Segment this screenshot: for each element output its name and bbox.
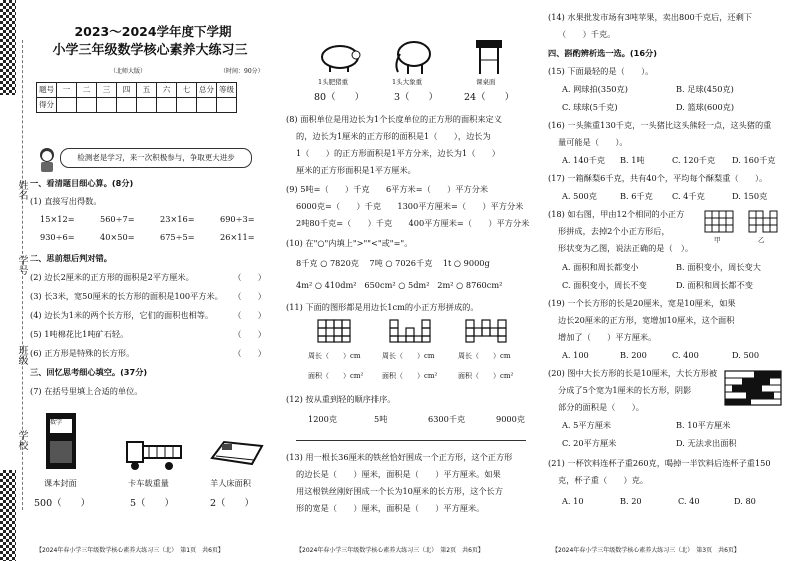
question-20-line: 部分的面积是（ ）。 bbox=[558, 402, 644, 412]
question-9-line: 2吨80千克=（ ）千克 400平方厘米=（ ）平方分米 bbox=[296, 218, 530, 228]
weight-item: 6300千克 bbox=[428, 414, 466, 424]
score-table-score-row bbox=[37, 98, 237, 113]
section-3-heading: 三、回忆思考细心填空。(37分) bbox=[30, 367, 148, 377]
figure-label: 甲 bbox=[714, 236, 721, 244]
question-18-line: (18) 如右图，甲由12个相同的小正方 bbox=[548, 209, 685, 219]
compare-row bbox=[296, 258, 490, 269]
option-b[interactable]: B. 6千克 bbox=[620, 191, 653, 201]
area-blank[interactable]: 面积（ ）cm² bbox=[458, 372, 514, 380]
question-17: (17) 一箱酥梨6千克，共有40个，平均每个酥梨重（ ）。 bbox=[548, 173, 768, 183]
answer-paren[interactable]: （ ） bbox=[233, 348, 266, 358]
question-1: (1) 直接写出得数。 bbox=[30, 196, 102, 206]
score-input-cell[interactable] bbox=[137, 98, 157, 113]
question-9-line: 6000克=（ ）千克 1300平方厘米=（ ）平方分米 bbox=[296, 201, 524, 211]
question-text: (5) 1吨棉花比1吨矿石轻。 bbox=[30, 329, 129, 339]
question-8-line: 的，边长为1厘米的正方形的面积是1（ ），边长为 bbox=[296, 131, 491, 141]
option-c[interactable]: C. 40 bbox=[678, 496, 700, 506]
answer-paren[interactable]: （ ） bbox=[233, 329, 266, 339]
score-input-cell[interactable] bbox=[97, 98, 117, 113]
question-9-line: (9) 5吨=（ ）千克 6平方米=（ ）平方分米 bbox=[286, 184, 489, 194]
question-15: (15) 下面最轻的是（ ）。 bbox=[548, 66, 654, 76]
page-footer: 【2024年春小学三年级数学核心素养大练习三（北） 第2页 共6页】 bbox=[296, 546, 484, 554]
option-b[interactable]: B. 20 bbox=[620, 496, 642, 506]
student-mascot-icon bbox=[36, 146, 58, 174]
name-label: 姓名 bbox=[16, 180, 27, 200]
option-d[interactable]: D. 160千克 bbox=[732, 155, 776, 165]
score-table bbox=[36, 82, 237, 113]
calc-item: 40×50= bbox=[100, 232, 135, 242]
option-a[interactable]: A. 140千克 bbox=[562, 155, 606, 165]
score-input-cell[interactable] bbox=[217, 98, 237, 113]
option-c[interactable]: C. 120千克 bbox=[672, 155, 716, 165]
score-cell: 三 bbox=[97, 83, 117, 98]
score-cell: 六 bbox=[157, 83, 177, 98]
perimeter-blank[interactable]: 周长（ ）cm bbox=[308, 352, 361, 360]
compare-left: 4m² bbox=[296, 280, 313, 290]
score-input-cell[interactable] bbox=[197, 98, 217, 113]
option-c[interactable]: C. 20平方厘米 bbox=[562, 438, 617, 448]
compare-right: 9000g bbox=[463, 258, 490, 268]
question-13-line: 用这根铁丝刚好围成一个长为10厘米的长方形，这个长方 bbox=[296, 486, 503, 496]
perimeter-blank[interactable]: 周长（ ）cm bbox=[458, 352, 511, 360]
figure-label: 乙 bbox=[758, 236, 765, 244]
desk-icon bbox=[472, 36, 506, 76]
option-b[interactable]: B. 1吨 bbox=[620, 155, 645, 165]
grid-shape-1 bbox=[316, 318, 356, 344]
compare-left: 1t bbox=[442, 258, 452, 268]
binding-strip bbox=[0, 0, 28, 561]
section-1-heading: 一、看清题目细心算。(8分) bbox=[30, 178, 134, 188]
question-12: (12) 按从重到轻的顺序排序。 bbox=[286, 394, 396, 404]
item-label: 羊人床面积 bbox=[210, 478, 251, 488]
area-blank[interactable]: 面积（ ）cm² bbox=[382, 372, 438, 380]
figure-yi bbox=[748, 210, 778, 234]
question-19-line: 边长20厘米的正方形，宽增加10厘米，这个面积 bbox=[558, 315, 735, 325]
option-d[interactable]: D. 80 bbox=[734, 496, 756, 506]
score-cell: 一 bbox=[57, 83, 77, 98]
unit-answer[interactable]: 3（ ） bbox=[394, 92, 439, 103]
option-d[interactable]: D. 150克 bbox=[732, 191, 768, 201]
page-footer: 【2024年春小学三年级数学核心素养大练习三（北） 第1页 共6页】 bbox=[36, 546, 224, 554]
unit-answer[interactable]: 80（ ） bbox=[314, 92, 365, 103]
score-cell: 四 bbox=[117, 83, 137, 98]
exam-title-line1: 2023～2024学年度下学期 bbox=[74, 24, 232, 39]
answer-paren[interactable]: （ ） bbox=[233, 272, 266, 282]
score-input-cell[interactable] bbox=[117, 98, 137, 113]
class-label: 班级 bbox=[16, 345, 27, 365]
area-blank[interactable]: 面积（ ）cm² bbox=[308, 372, 364, 380]
compare-left: 7吨 bbox=[369, 258, 383, 268]
question-11: (11) 下面的图形都是用边长1cm的小正方形拼成的。 bbox=[286, 302, 479, 312]
option-d[interactable]: D. 无法求出面积 bbox=[676, 438, 737, 448]
option-c[interactable]: C. 球球(5千克) bbox=[562, 102, 618, 112]
question-18-line: 形状变为乙图，说法正确的是（ ）。 bbox=[558, 243, 694, 253]
answer-line[interactable] bbox=[296, 432, 526, 441]
option-a[interactable]: A. 5平方厘米 bbox=[562, 420, 612, 430]
question-10: (10) 在"○"内填上">""<"或"="。 bbox=[286, 238, 413, 248]
option-b[interactable]: B. 足球(450克) bbox=[676, 84, 734, 94]
figure-jia bbox=[704, 210, 734, 234]
question-3 bbox=[30, 291, 270, 302]
question-text: (6) 正方形是特殊的长方形。 bbox=[30, 348, 135, 358]
question-text: (3) 长3米，宽50厘米的长方形的面积是100平方米。 bbox=[30, 291, 223, 301]
question-14-line: (14) 水果批发市场有3吨苹果，卖出800千克后，还剩下 bbox=[548, 12, 752, 22]
option-c[interactable]: C. 面积变小，周长不变 bbox=[562, 280, 647, 290]
answer-paren[interactable]: （ ） bbox=[233, 291, 266, 301]
elephant-icon bbox=[390, 38, 436, 76]
calc-item: 15×12= bbox=[40, 214, 75, 224]
compare-circle-icon[interactable]: ○ bbox=[395, 280, 408, 290]
item-label: 课本封面 bbox=[44, 478, 77, 488]
compare-circle-icon[interactable]: ○ bbox=[317, 258, 330, 268]
score-cell: 七 bbox=[177, 83, 197, 98]
score-input-cell[interactable] bbox=[177, 98, 197, 113]
calc-item: 23×16= bbox=[160, 214, 195, 224]
question-13-line: 的边长是（ ）厘米，面积是（ ）平方厘米。如果 bbox=[296, 469, 501, 479]
score-input-cell[interactable] bbox=[77, 98, 97, 113]
option-a[interactable]: A. 500克 bbox=[562, 191, 597, 201]
animal-label: 1头大象重 bbox=[392, 78, 423, 86]
book-cover-text: 数学 bbox=[50, 419, 63, 426]
option-c[interactable]: C. 400 bbox=[672, 350, 699, 360]
question-8-line: (8) 面积单位是用边长为1个长度单位的正方形的面积来定义 bbox=[286, 114, 502, 124]
option-a[interactable]: A. 10 bbox=[562, 496, 584, 506]
option-a[interactable]: A. 面积和周长都变小 bbox=[562, 262, 639, 272]
unit-answer[interactable]: 500（ ） bbox=[34, 498, 91, 509]
score-cell: 等级 bbox=[217, 83, 237, 98]
question-6 bbox=[30, 348, 270, 359]
compare-circle-icon[interactable]: ○ bbox=[451, 258, 464, 268]
calc-item: 690÷3= bbox=[220, 214, 255, 224]
animal-label: 课桌面 bbox=[476, 78, 496, 86]
grid-shape-2 bbox=[388, 318, 432, 344]
edition-label: （北师大版） bbox=[110, 68, 147, 75]
slogan-bubble: 检测老是学习，来一次积极参与，争取更大进步 bbox=[60, 148, 252, 168]
weight-item: 9000克 bbox=[496, 414, 526, 424]
question-2 bbox=[30, 272, 270, 283]
unit-answer[interactable]: 2（ ） bbox=[210, 498, 255, 509]
score-cell: 题号 bbox=[37, 83, 57, 98]
score-input-cell[interactable] bbox=[57, 98, 77, 113]
option-b[interactable]: B. 10平方厘米 bbox=[676, 420, 731, 430]
option-c[interactable]: C. 4千克 bbox=[672, 191, 705, 201]
compare-circle-icon[interactable]: ○ bbox=[312, 280, 325, 290]
score-cell: 二 bbox=[77, 83, 97, 98]
pig-icon bbox=[318, 40, 364, 74]
truck-icon bbox=[125, 436, 185, 472]
compare-circle-icon[interactable]: ○ bbox=[382, 258, 396, 268]
question-16-line: 量可能是（ ）。 bbox=[558, 137, 628, 147]
option-a[interactable]: A. 网球拍(350克) bbox=[562, 84, 628, 94]
score-table-header-row bbox=[37, 83, 237, 98]
question-20-line: (20) 图中大长方形的长是10厘米，大长方形被 bbox=[548, 368, 718, 378]
question-13-line: 形的宽是（ ）厘米，面积是（ ）平方厘米。 bbox=[296, 503, 485, 513]
question-16-line: (16) 一头熊重130千克，一头猪比这头熊轻一点，这头猪的重 bbox=[548, 120, 772, 130]
compare-right: 7026千克 bbox=[395, 258, 433, 268]
compare-right: 8760cm² bbox=[465, 280, 503, 290]
question-14-line: （ ）千克。 bbox=[558, 29, 616, 39]
question-8-line: 1（ ）的正方形面积是1平方分米，边长为1（ ） bbox=[296, 148, 500, 158]
score-cell: 总分 bbox=[197, 83, 217, 98]
option-d[interactable]: D. 面积和周长都不变 bbox=[676, 280, 753, 290]
section-2-heading: 二、思前想后判对错。 bbox=[30, 253, 112, 263]
unit-answer[interactable]: 5（ ） bbox=[130, 498, 175, 509]
score-cell: 五 bbox=[137, 83, 157, 98]
score-input-cell[interactable] bbox=[157, 98, 177, 113]
question-21-line: 克，杯子重（ ）克。 bbox=[558, 475, 649, 485]
score-row-label: 得分 bbox=[37, 98, 57, 113]
compare-right: 5dm² bbox=[407, 280, 430, 290]
calc-item: 560÷7= bbox=[100, 214, 135, 224]
calc-item: 930÷6= bbox=[40, 232, 75, 242]
question-4 bbox=[30, 310, 270, 321]
question-19-line: (19) 一个长方形的长是20厘米，宽是10厘米，如果 bbox=[548, 298, 736, 308]
weight-item: 5吨 bbox=[374, 414, 388, 424]
question-13-line: (13) 用一根长36厘米的铁丝恰好围成一个正方形，这个正方形 bbox=[286, 452, 513, 462]
option-d[interactable]: D. 篮球(600克) bbox=[676, 102, 735, 112]
exam-title-line2: 小学三年级数学核心素养大练习三 bbox=[52, 43, 248, 58]
question-19-line: 增加了（ ）平方厘米。 bbox=[558, 332, 657, 342]
question-7: (7) 在括号里填上合适的单位。 bbox=[30, 386, 143, 396]
question-text: (2) 边长2厘米的正方形的面积是2平方厘米。 bbox=[30, 272, 194, 282]
compare-right: 7820克 bbox=[329, 258, 359, 268]
column-page-1 bbox=[30, 6, 270, 555]
compare-left: 8千克 bbox=[296, 258, 318, 268]
item-label: 卡车载重量 bbox=[128, 478, 169, 488]
question-20-line: 分成了5个宽为1厘米的长方形，阴影 bbox=[558, 385, 692, 395]
bed-icon bbox=[208, 436, 264, 472]
checker-pattern-bottom bbox=[0, 470, 16, 561]
compare-circle-icon[interactable]: ○ bbox=[453, 280, 466, 290]
option-a[interactable]: A. 100 bbox=[562, 350, 589, 360]
answer-paren[interactable]: （ ） bbox=[233, 310, 266, 320]
student-id-label: 学号 bbox=[16, 255, 27, 275]
compare-right: 410dm² bbox=[324, 280, 357, 290]
option-b[interactable]: B. 面积变小，周长变大 bbox=[676, 262, 761, 272]
time-label: （时间：90分） bbox=[220, 68, 264, 75]
question-18-line: 形拼成，去掉2个小正方形后， bbox=[558, 226, 670, 236]
compare-left: 650cm² bbox=[364, 280, 396, 290]
question-text: (4) 边长为1米的两个长方形，它们的面积也相等。 bbox=[30, 310, 214, 320]
section-4-heading: 四、斟酌辨析选一选。(16分) bbox=[548, 48, 657, 58]
weight-item: 1200克 bbox=[308, 414, 338, 424]
question-8-line: 厘米的正方形面积是1平方厘米。 bbox=[296, 165, 416, 175]
calc-item: 675÷5= bbox=[160, 232, 195, 242]
animal-label: 1头肥猪重 bbox=[318, 78, 349, 86]
checker-pattern-top bbox=[0, 0, 16, 95]
calc-item: 26×11= bbox=[220, 232, 255, 242]
grid-shape-3 bbox=[464, 318, 508, 344]
question-5 bbox=[30, 329, 270, 340]
compare-row bbox=[296, 280, 502, 291]
column-page-3 bbox=[548, 6, 788, 555]
option-b[interactable]: B. 200 bbox=[620, 350, 647, 360]
question-21-line: (21) 一杯饮料连杯子重260克，喝掉一半饮料后连杯子重150 bbox=[548, 458, 771, 468]
perimeter-blank[interactable]: 周长（ ）cm bbox=[382, 352, 435, 360]
option-d[interactable]: D. 500 bbox=[732, 350, 760, 360]
compare-left: 2m² bbox=[437, 280, 454, 290]
unit-answer[interactable]: 24（ ） bbox=[464, 92, 515, 103]
page-footer: 【2024年春小学三年级数学核心素养大练习三（北） 第3页 共6页】 bbox=[552, 546, 740, 554]
column-page-2 bbox=[282, 6, 538, 555]
striped-rectangle-figure bbox=[724, 370, 782, 406]
school-label: 学校 bbox=[16, 430, 27, 450]
